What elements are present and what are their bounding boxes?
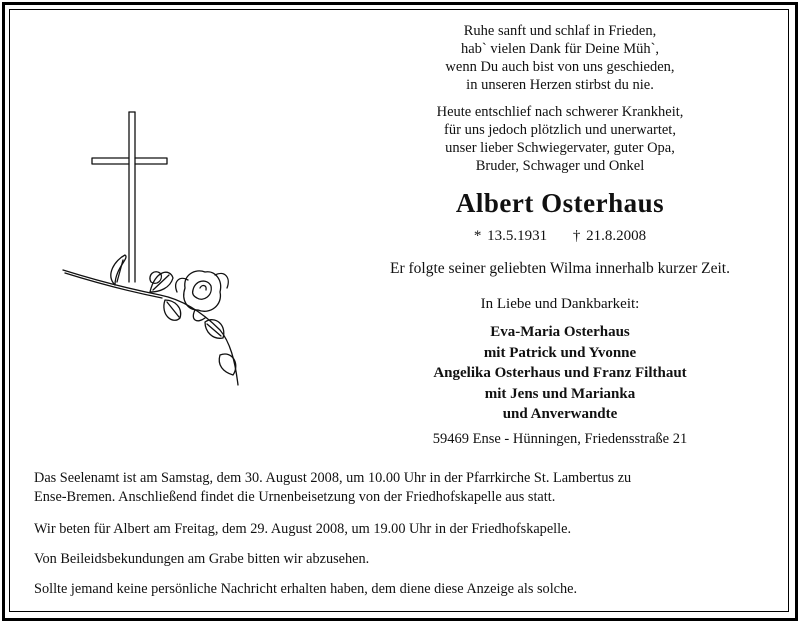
rose-leaf [111,255,126,285]
announcement-line: unser lieber Schwiegervater, guter Opa, [445,140,675,156]
poem-line: wenn Du auch bist von uns geschieden, [445,59,675,75]
death-date: † 21.8.2008 [572,228,647,244]
poem-line: in unseren Herzen stirbst du nie. [466,77,654,93]
poem-line: hab` vielen Dank für Deine Müh`, [460,41,660,57]
requiem-line: Das Seelenamt ist am Samstag, dem 30. August 2008, um 10.00 Uhr in der Pfarrkirche St. Lambertus zu [34,470,632,486]
mourner-line: mit Jens und Marianka [484,385,636,402]
gratitude-text: In Liebe und Dankbarkeit: [480,296,640,312]
poem [330,22,790,94]
announcement-line: Heute entschlief nach schwerer Krankheit, [436,104,684,120]
cross-vertical [129,112,135,282]
mourners-list [330,322,790,425]
prayer-notice: Wir beten für Albert am Freitag, dem 29. August 2008, um 19.00 Uhr in der Friedhofskapelle. [34,521,572,537]
no-message-notice: Sollte jemand keine persönliche Nachricht erhalten haben, dem diene diese Anzeige als solche. [34,581,578,597]
mourner-line: mit Patrick und Yvonne [483,344,637,361]
family-address: 59469 Ense - Hünningen, Friedensstraße 21 [432,431,688,447]
followed-text: Er folgte seiner geliebten Wilma innerhalb kurzer Zeit. [390,260,730,277]
requiem-line: Ense-Bremen. Anschließend findet die Urnenbeisetzung von der Friedhofskapelle aus statt. [34,489,556,505]
requiem-notice [34,469,774,507]
announcement-line: für uns jedoch plötzlich und unerwartet, [444,122,676,138]
announcement-line: Bruder, Schwager und Onkel [475,158,645,174]
mourner-line: Angelika Osterhaus und Franz Filthaut [433,365,687,381]
life-dates [330,228,790,245]
mourner-line: Eva-Maria Osterhaus [490,324,630,340]
rose-leaf [164,300,181,320]
rose-bloom [184,271,221,311]
cross-with-rose-icon [55,110,245,395]
announcement [330,103,790,175]
condolences-notice: Von Beileidsbekundungen am Grabe bitten wir abzusehen. [34,551,370,567]
deceased-name: Albert Osterhaus [455,188,665,218]
birth-date: * 13.5.1931 [473,228,548,244]
mourner-line: und Anverwandte [502,406,618,422]
poem-line: Ruhe sanft und schlaf in Frieden, [463,23,657,39]
